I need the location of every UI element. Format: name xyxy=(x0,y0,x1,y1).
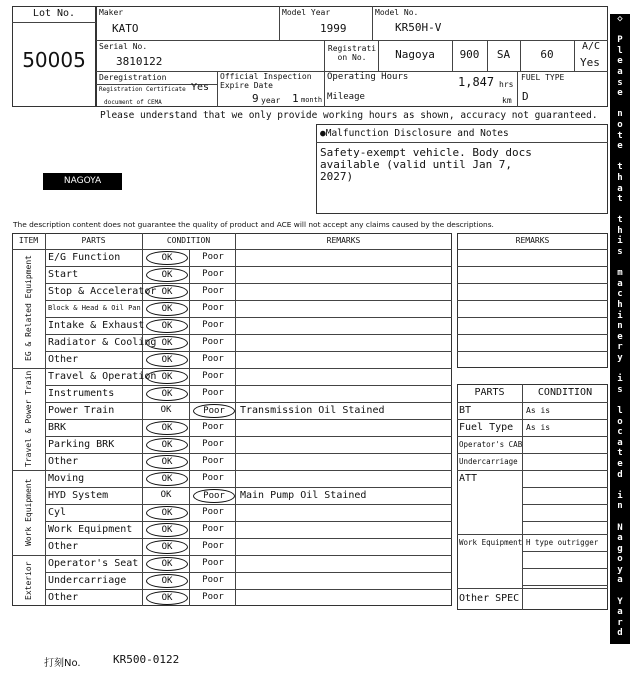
malfunction-title: ●Malfunction Disclosure and Notes xyxy=(320,128,509,139)
hours-label: Operating Hours xyxy=(327,72,409,82)
right-parts-header: PARTS xyxy=(474,387,505,398)
part-label: BRK xyxy=(48,422,67,433)
ok-option: OK xyxy=(146,268,188,282)
serial-value: 3810122 xyxy=(116,55,163,68)
ok-option: OK xyxy=(146,421,188,435)
footer-value: KR500-0122 xyxy=(113,653,180,666)
part-label: Intake & Exhaust xyxy=(48,320,145,331)
reg-code: SA xyxy=(496,48,511,61)
ok-option: OK xyxy=(146,438,188,452)
insp-year: 9 xyxy=(252,92,259,105)
inspection-label: Official Inspection Expire Date xyxy=(220,72,312,90)
part-label: E/G Function xyxy=(48,252,121,263)
part-label: Radiator & Cooling xyxy=(48,337,157,348)
ok-option: OK xyxy=(146,302,188,316)
ok-option: OK xyxy=(146,506,188,520)
year-label: Model Year xyxy=(282,8,331,17)
right-remarks-header: REMARKS xyxy=(515,236,550,245)
footer-label: 打刻No. xyxy=(44,658,81,669)
poor-option: Poor xyxy=(202,286,224,296)
part-label: Operator's Seat xyxy=(48,558,139,569)
model-label: Model No. xyxy=(375,8,419,17)
part-label: HYD System xyxy=(48,490,109,501)
ac-value: Yes xyxy=(580,56,600,69)
poor-option: Poor xyxy=(202,269,224,279)
reg-cert-label: Registration Certificate xyxy=(99,86,186,93)
ok-option: OK xyxy=(146,370,188,384)
year-value: 1999 xyxy=(320,22,347,35)
right-condition-header: CONDITION xyxy=(537,387,593,398)
dereg-value: Yes xyxy=(191,82,210,93)
ok-option: OK xyxy=(146,472,188,486)
ok-option: OK xyxy=(146,336,188,350)
poor-option: Poor xyxy=(202,320,224,330)
poor-option: Poor xyxy=(202,575,224,585)
remarks-header: REMARKS xyxy=(326,236,361,245)
poor-option: Poor xyxy=(202,456,224,466)
spec-part: Fuel Type xyxy=(459,422,514,433)
ok-option: OK xyxy=(146,353,188,367)
spec-part: BT xyxy=(459,405,472,416)
poor-option: Poor xyxy=(202,252,224,262)
remark-text: Transmission Oil Stained xyxy=(240,405,385,416)
condition-header: CONDITION xyxy=(166,236,211,245)
lot-number: 50005 xyxy=(22,48,86,72)
ok-option: OK xyxy=(146,319,188,333)
poor-option: Poor xyxy=(202,592,224,602)
part-label: Power Train xyxy=(48,405,115,416)
part-label: Undercarriage xyxy=(48,575,127,586)
hours-notice: Please understand that we only provide working hours as shown, accuracy not guaranteed. xyxy=(100,110,598,121)
part-label: Block & Head & Oil Pan xyxy=(48,304,141,312)
poor-option: Poor xyxy=(202,337,224,347)
spec-part: ATT xyxy=(459,473,478,484)
ok-option: OK xyxy=(146,251,188,265)
part-label: Stop & Accelerator xyxy=(48,286,157,297)
reg-num: 900 xyxy=(459,48,480,61)
poor-option: Poor xyxy=(202,507,224,517)
poor-option: Poor xyxy=(202,541,224,551)
ok-option: OK xyxy=(146,387,188,401)
part-label: Work Equipment xyxy=(48,524,133,535)
mileage-unit: km xyxy=(502,96,512,105)
reg-label: Registrati on No. xyxy=(327,44,377,62)
poor-option: Poor xyxy=(202,422,224,432)
part-label: Cyl xyxy=(48,507,67,518)
poor-option: Poor xyxy=(202,371,224,381)
poor-option: Poor xyxy=(202,439,224,449)
parts-header: PARTS xyxy=(81,236,106,245)
ok-option: OK xyxy=(146,557,188,571)
part-label: Parking BRK xyxy=(48,439,115,450)
poor-option: Poor xyxy=(202,524,224,534)
hours-value: 1,847 xyxy=(458,75,495,89)
mileage-label: Mileage xyxy=(327,92,365,102)
poor-option: Poor xyxy=(202,354,224,364)
poor-option: Poor xyxy=(193,404,235,418)
side-banner: ◇ P l e a s e n o t e t h a t t h i s m a c h i n e r y i s l o c a t e d i n N a g o y a Y a r d ◇ xyxy=(610,14,630,644)
item-header: ITEM xyxy=(18,236,39,245)
ok-option: OK xyxy=(146,540,188,554)
ac-label: A/C xyxy=(582,41,601,52)
ok-option: OK xyxy=(146,523,188,537)
model-value: KR50H-V xyxy=(395,21,442,34)
ok-option: OK xyxy=(146,591,188,605)
spec-condition: As is xyxy=(526,423,551,432)
group-label: Work Equipment xyxy=(24,478,33,547)
ok-option: OK xyxy=(160,405,172,415)
group-label: Exterior xyxy=(24,561,33,600)
fuel-label: FUEL TYPE xyxy=(521,73,565,82)
reg-city: Nagoya xyxy=(395,48,435,61)
ok-option: OK xyxy=(146,455,188,469)
ok-option: OK xyxy=(146,285,188,299)
part-label: Other xyxy=(48,354,79,365)
part-label: Instruments xyxy=(48,388,115,399)
ok-option: OK xyxy=(160,490,172,500)
part-label: Travel & Operation xyxy=(48,371,157,382)
serial-label: Serial No. xyxy=(99,42,148,51)
malfunction-text: Safety-exempt vehicle. Body docs available (valid until Jan 7, 2027) xyxy=(320,146,532,183)
location-badge: NAGOYA xyxy=(43,173,122,190)
work-equipment-label: Work Equipment xyxy=(459,538,523,547)
spec-condition: As is xyxy=(526,406,551,415)
maker-label: Maker xyxy=(99,8,124,17)
work-equipment-value: H type outrigger xyxy=(526,538,599,547)
poor-option: Poor xyxy=(202,558,224,568)
part-label: Moving xyxy=(48,473,85,484)
ok-option: OK xyxy=(146,574,188,588)
disclaimer: The description content does not guarantee the quality of product and ACE will not accept any claims caused by the descriptions. xyxy=(13,220,494,229)
part-label: Start xyxy=(48,269,79,280)
fuel-value: D xyxy=(522,90,529,103)
remark-text: Main Pump Oil Stained xyxy=(240,490,367,501)
spec-part: Undercarriage xyxy=(459,457,518,466)
cema-label: document of CEMA xyxy=(104,99,162,106)
poor-option: Poor xyxy=(193,489,235,503)
part-label: Other xyxy=(48,456,79,467)
poor-option: Poor xyxy=(202,303,224,313)
hours-unit: hrs xyxy=(499,80,514,89)
insp-month: 1 xyxy=(292,92,299,105)
spec-part: Operator's CAB xyxy=(459,440,523,449)
group-label: Travel & Power Train xyxy=(24,370,33,468)
part-label: Other xyxy=(48,592,79,603)
other-spec-label: Other SPEC xyxy=(459,593,520,604)
part-label: Other xyxy=(48,541,79,552)
lot-label: Lot No. xyxy=(32,8,76,19)
reg-no: 60 xyxy=(540,48,554,61)
insp-year-unit: year xyxy=(261,96,281,105)
dereg-label: Deregistration xyxy=(99,73,167,82)
insp-month-unit: month xyxy=(301,96,323,104)
maker-value: KATO xyxy=(112,22,139,35)
poor-option: Poor xyxy=(202,388,224,398)
poor-option: Poor xyxy=(202,473,224,483)
group-label: EG & Related Equipment xyxy=(24,255,33,362)
